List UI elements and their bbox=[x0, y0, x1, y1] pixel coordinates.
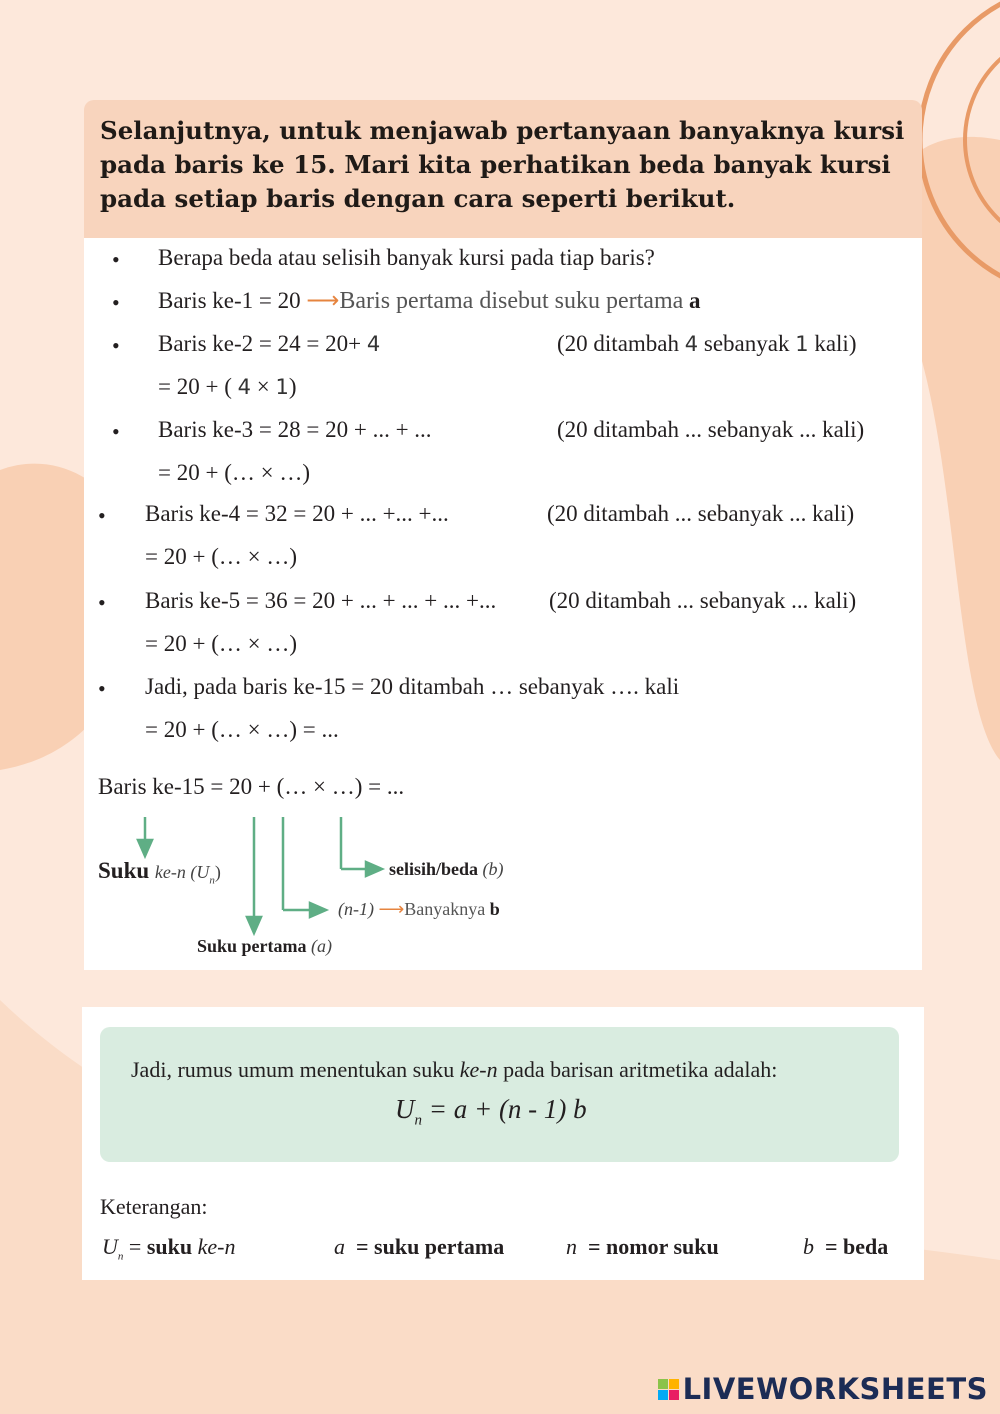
bullet: • bbox=[112, 419, 120, 444]
suku-ke-label: ke-n (U bbox=[154, 862, 210, 882]
banyaknya-label: Banyaknya bbox=[404, 899, 486, 919]
formula-intro-a: Jadi, rumus umum menentukan suku bbox=[131, 1057, 455, 1082]
row-2-answer[interactable]: 4 bbox=[366, 332, 381, 356]
bullet: • bbox=[112, 290, 120, 315]
banyaknya-b: b bbox=[489, 899, 500, 919]
legend-b-symbol: b bbox=[803, 1234, 814, 1259]
bullet: • bbox=[98, 590, 106, 615]
formula-intro bbox=[131, 1057, 777, 1083]
row-2-text: Baris ke-2 = 24 = 20+ bbox=[158, 331, 362, 356]
arrow-right-icon: ⟶ bbox=[306, 288, 340, 313]
row-4-text: Baris ke-4 = 32 = 20 + ... +... +... bbox=[145, 501, 449, 526]
header-text: Selanjutnya, untuk menjawab pertanyaan banyaknya kursi pada baris ke 15. Mari kita perhatikan beda banyak kursi pada setiap baris dengan cara seperti berikut. bbox=[100, 116, 905, 213]
row-3-right: (20 ditambah ... sebanyak ... kali) bbox=[557, 417, 865, 442]
legend-a bbox=[334, 1234, 504, 1260]
formula-subscript: n bbox=[414, 1112, 422, 1129]
diagram-main: Baris ke-15 = 20 + (… × …) = ... bbox=[98, 774, 405, 799]
row-1-text: Baris ke-1 = 20 bbox=[158, 288, 301, 313]
bullet: • bbox=[98, 676, 106, 701]
row-2-eq-answer-2[interactable]: 1 bbox=[275, 375, 289, 399]
bullet: • bbox=[112, 247, 120, 272]
n-minus-1-label: (n-1) bbox=[338, 899, 374, 919]
row-2-eq-answer-1[interactable]: 4 bbox=[237, 375, 251, 399]
selisih-b: (b) bbox=[482, 859, 504, 879]
row-3-text: Baris ke-3 = 28 = 20 + ... + ... bbox=[158, 417, 432, 442]
logo-text: LIVEWORKSHEETS bbox=[682, 1372, 988, 1406]
suku-pertama-label: Suku pertama bbox=[197, 936, 307, 956]
row-2-right-answer-2[interactable]: 1 bbox=[795, 332, 809, 356]
row-2-right-b: sebanyak bbox=[703, 331, 790, 356]
suku-subscript: n bbox=[209, 874, 215, 887]
row-4-right: (20 ditambah ... sebanyak ... kali) bbox=[547, 501, 855, 526]
row-2-right-c: kali) bbox=[814, 331, 857, 356]
row-4-eq: = 20 + (… × …) bbox=[145, 544, 297, 569]
legend-un-value: suku bbox=[146, 1234, 193, 1259]
formula-intro-ke: ke-n bbox=[459, 1057, 498, 1082]
legend-un-eq: = bbox=[128, 1234, 142, 1259]
bullet: • bbox=[98, 503, 106, 528]
legend-a-symbol: a bbox=[334, 1234, 345, 1259]
row-2-right-answer-1[interactable]: 4 bbox=[684, 332, 699, 356]
diagram-suku-pertama bbox=[197, 936, 332, 957]
row-1-note: Baris pertama disebut suku pertama bbox=[339, 288, 684, 314]
formula-rest: = a + (n - 1) b bbox=[422, 1094, 587, 1124]
row-1-note-a: a bbox=[689, 288, 701, 313]
diagram-suku bbox=[98, 858, 221, 887]
legend-un-ke: ke-n bbox=[197, 1234, 236, 1259]
legend-a-value: = suku pertama bbox=[356, 1234, 505, 1259]
liveworksheets-logo bbox=[658, 1372, 988, 1406]
diagram-n1 bbox=[338, 899, 500, 920]
legend-b bbox=[803, 1234, 888, 1260]
legend-n bbox=[566, 1234, 719, 1260]
question-line: Berapa beda atau selisih banyak kursi pada tiap baris? bbox=[158, 245, 655, 270]
conclusion-text: Jadi, pada baris ke-15 = 20 ditambah … sebanyak …. kali bbox=[145, 674, 680, 699]
row-5-text: Baris ke-5 = 36 = 20 + ... + ... + ... +... bbox=[145, 588, 497, 613]
bullet: • bbox=[112, 333, 120, 358]
formula-u: U bbox=[395, 1094, 415, 1124]
logo-icon bbox=[658, 1379, 679, 1400]
formula bbox=[395, 1094, 587, 1129]
row-2-eq-x: × bbox=[256, 374, 270, 399]
legend-b-value: = beda bbox=[825, 1234, 889, 1259]
selisih-label: selisih/beda bbox=[389, 859, 479, 879]
suku-label: Suku bbox=[98, 858, 150, 883]
row-2-right-a: (20 ditambah bbox=[557, 331, 679, 356]
row-5-right: (20 ditambah ... sebanyak ... kali) bbox=[549, 588, 857, 613]
row-2-eq-a: = 20 + ( bbox=[158, 374, 232, 399]
suku-close: ) bbox=[214, 862, 221, 882]
row-3-eq: = 20 + (… × …) bbox=[158, 460, 310, 485]
row-5-eq: = 20 + (… × …) bbox=[145, 631, 297, 656]
legend-n-symbol: n bbox=[566, 1234, 577, 1259]
diagram-selisih bbox=[389, 859, 504, 880]
arrow-right-icon: ⟶ bbox=[378, 899, 405, 919]
keterangan-label: Keterangan: bbox=[100, 1194, 208, 1219]
legend-n-value: = nomor suku bbox=[588, 1234, 719, 1259]
legend-un-subscript: n bbox=[117, 1250, 124, 1263]
legend-un bbox=[102, 1234, 235, 1262]
formula-intro-b: pada barisan aritmetika adalah: bbox=[503, 1057, 778, 1082]
legend-un-symbol: U bbox=[102, 1234, 118, 1259]
suku-pertama-a: (a) bbox=[311, 936, 333, 956]
row-2-eq-b: ) bbox=[288, 374, 297, 399]
conclusion-eq: = 20 + (… × …) = ... bbox=[145, 717, 339, 742]
